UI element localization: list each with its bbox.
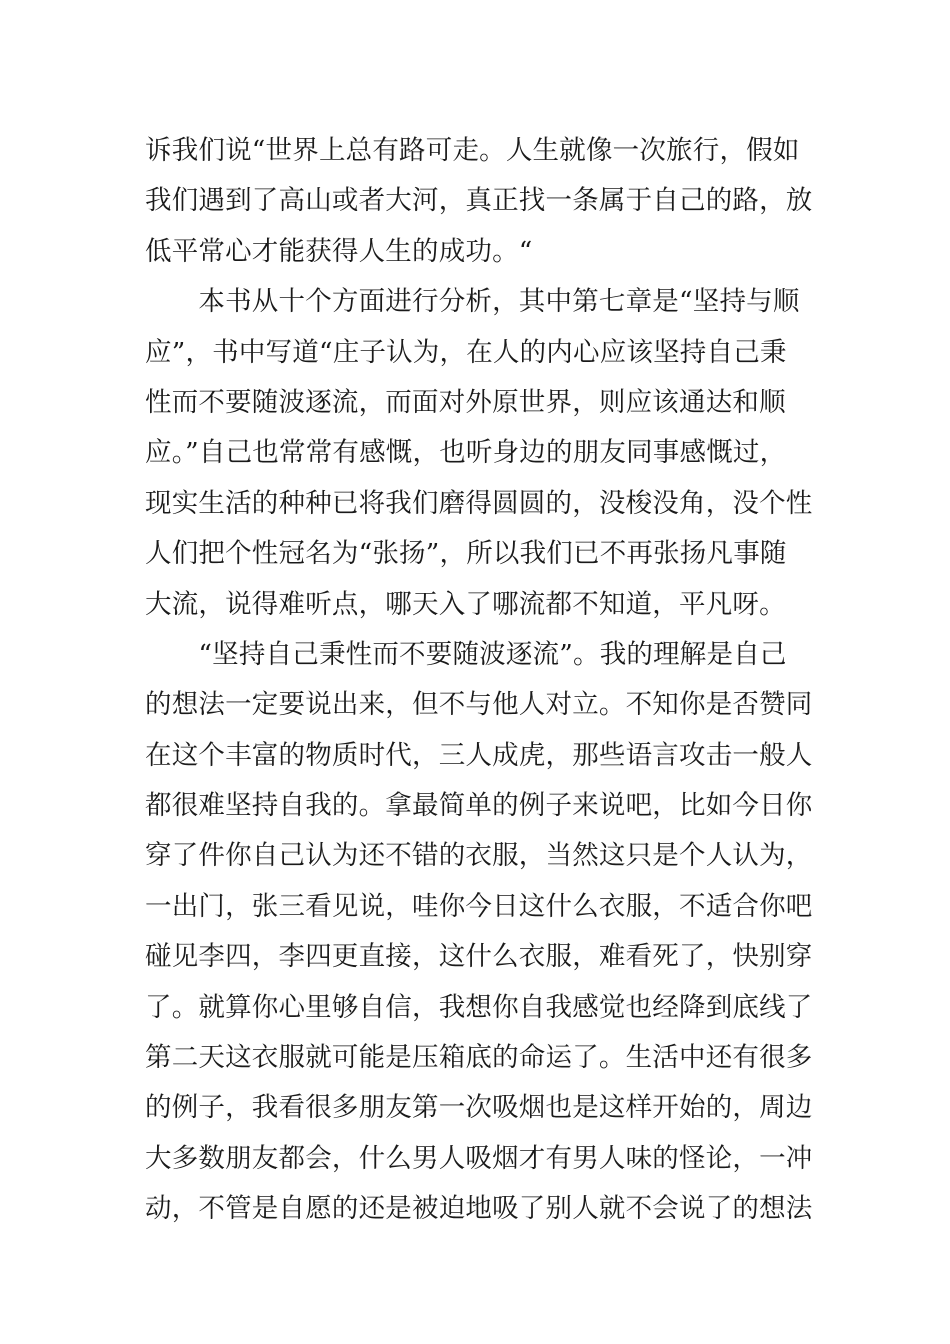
- text-line: 诉我们说“世界上总有路可走。人生就像一次旅行，假如: [145, 135, 800, 166]
- text-line: 我们遇到了高山或者大河，真正找一条属于自己的路，放: [145, 185, 813, 217]
- text-line: 了。就算你心里够自信，我想你自我感觉也经降到底线了: [145, 991, 813, 1023]
- text-line: 的例子，我看很多朋友第一次吸烟也是这样开始的，周边: [145, 1092, 813, 1124]
- text-line: 本书从十个方面进行分析，其中第七章是“坚持与顺: [145, 286, 800, 318]
- text-line: 大多数朋友都会，什么男人吸烟才有男人味的怪论，一冲: [145, 1142, 813, 1174]
- text-line: 的想法一定要说出来，但不与他人对立。不知你是否赞同: [145, 689, 813, 721]
- text-line: 在这个丰富的物质时代，三人成虎，那些语言攻击一般人: [145, 739, 813, 771]
- text-line: 现实生活的种种已将我们磨得圆圆的，没梭没角，没个性: [145, 487, 813, 519]
- text-line: 性而不要随波逐流，而面对外原世界，则应该通达和顺: [145, 386, 786, 418]
- text-line: 动，不管是自愿的还是被迫地吸了别人就不会说了的想法: [145, 1193, 813, 1225]
- text-line: 穿了件你自己认为还不错的衣服，当然这只是个人认为，: [145, 840, 813, 872]
- text-line: “坚持自己秉性而不要随波逐流”。我的理解是自己: [145, 638, 787, 670]
- text-line: 第二天这衣服就可能是压箱底的命运了。生活中还有很多: [145, 1042, 813, 1074]
- body-text: [145, 126, 815, 1235]
- text-line: 都很难坚持自我的。拿最简单的例子来说吧，比如今日你: [145, 790, 813, 822]
- text-line: 大流，说得难听点，哪天入了哪流都不知道，平凡呀。: [145, 588, 786, 620]
- text-line: 人们把个性冠名为“张扬”，所以我们已不再张扬凡事随: [145, 538, 787, 570]
- text-line: 应”，书中写道“庄子认为，在人的内心应该坚持自己秉: [145, 336, 787, 368]
- text-line: 应。”自己也常常有感慨，也听身边的朋友同事感慨过，: [145, 437, 787, 469]
- text-line: 低平常心才能获得人生的成功。“: [145, 235, 533, 267]
- text-line: 一出门，张三看见说，哇你今日这什么衣服，不适合你吧: [145, 890, 813, 922]
- text-line: 碰见李四，李四更直接，这什么衣服，难看死了，快别穿: [145, 941, 813, 973]
